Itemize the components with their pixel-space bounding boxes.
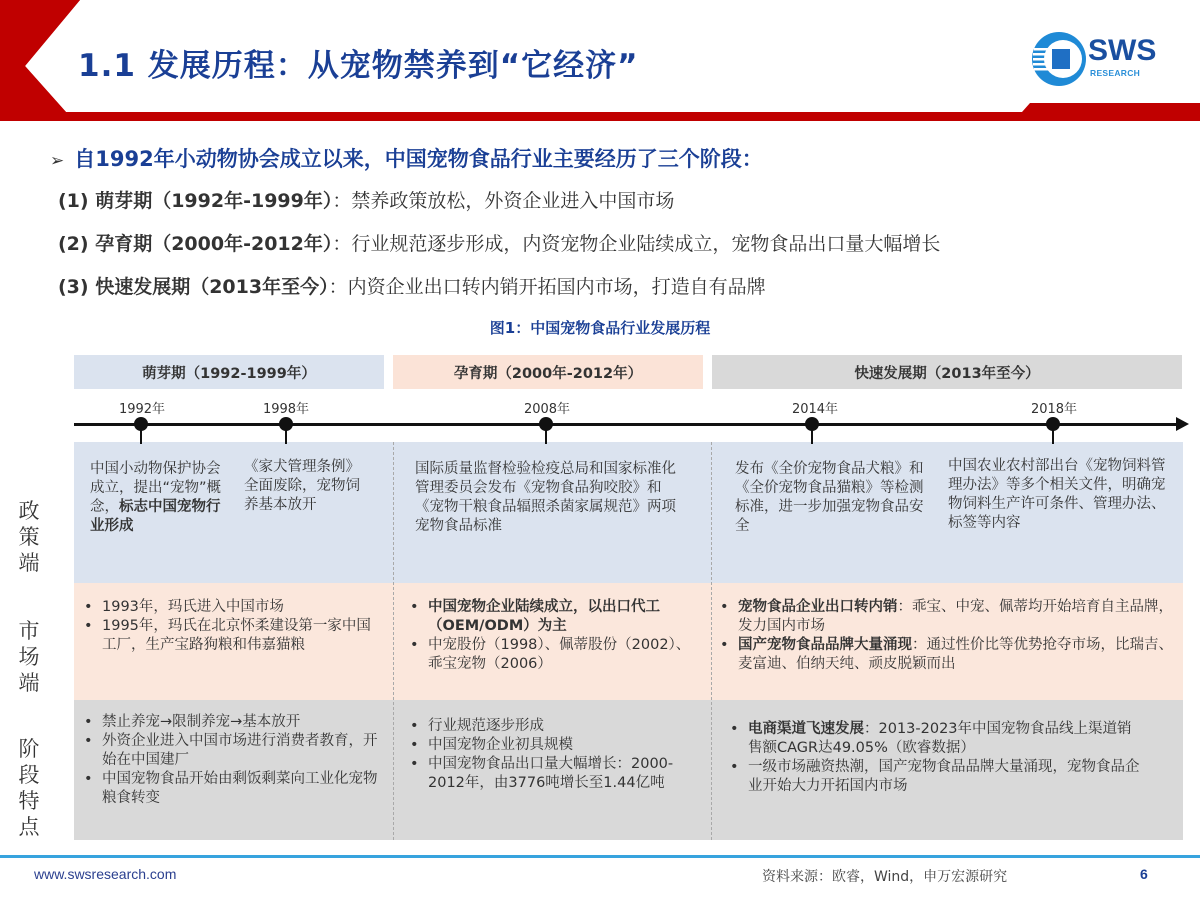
timeline-stem bbox=[1052, 428, 1054, 444]
stage-line-2 bbox=[58, 229, 940, 256]
stage-desc: ：行业规范逐步形成，内资宠物企业陆续成立，宠物食品出口量大幅增长 bbox=[332, 233, 941, 255]
footer-divider bbox=[0, 855, 1200, 858]
list-item: • 中国宠物食品出口量大幅增长：2000-2012年，由3776吨增长至1.44亿吨 bbox=[406, 755, 706, 793]
logo-wordmark: SWS bbox=[1088, 34, 1157, 67]
timeline-year: 2018年 bbox=[1030, 402, 1078, 417]
list-item bbox=[716, 598, 1176, 636]
policy-event-2018: 中国农业农村部出台《宠物饲料管理办法》等多个相关文件，明确宠物饲料生产许可条件、管理办法、标签等内容 bbox=[948, 458, 1166, 531]
row-label-policy: 政策端 bbox=[18, 499, 40, 575]
page-title: 1.1 发展历程：从宠物禁养到“它经济” bbox=[78, 48, 639, 84]
list-item: • 1993年，玛氏进入中国市场 bbox=[80, 598, 376, 617]
slide-header bbox=[0, 0, 1200, 122]
policy-event-2008: 国际质量监督检验检疫总局和国家标准化管理委员会发布《宠物食品狗咬胶》和《宠物干粮食品辐照杀菌家属规范》两项宠物食品标准 bbox=[415, 461, 676, 534]
list-item: • 中国宠物食品开始由剩饭剩菜向工业化宠物粮食转变 bbox=[80, 770, 380, 808]
stage-desc: ：禁养政策放松，外资企业进入中国市场 bbox=[332, 190, 675, 212]
timeline-axis bbox=[74, 423, 1182, 426]
stage-label: (3) 快速发展期（2013年至今） bbox=[58, 276, 329, 298]
lead-bullet bbox=[50, 143, 763, 173]
column-divider bbox=[711, 442, 712, 840]
timeline-stem bbox=[140, 428, 142, 444]
list-item-bold: 电商渠道飞速发展 bbox=[748, 721, 864, 737]
policy-event-2014: 发布《全价宠物食品犬粮》和《全价宠物食品猫粮》等检测标准，进一步加强宠物食品安全 bbox=[735, 461, 924, 534]
page-number: 6 bbox=[1140, 866, 1148, 882]
list-item bbox=[726, 758, 1146, 796]
policy-text: 中国小动物保护协会成立，提出“宠物”概念， bbox=[90, 461, 222, 515]
footer-source: 资料来源：欧睿，Wind，申万宏源研究 bbox=[762, 869, 1008, 885]
lead-text: 自1992年小动物协会成立以来，中国宠物食品行业主要经历了三个阶段： bbox=[74, 147, 763, 171]
market-list-rapid-growth bbox=[716, 598, 1176, 674]
list-item-text: 中宠股份（1998）、佩蒂股份（2002）、乖宝宠物（2006） bbox=[428, 637, 691, 672]
timeline-year: 2014年 bbox=[791, 402, 839, 417]
row-label-features: 阶段特点 bbox=[18, 737, 40, 839]
policy-event-1992 bbox=[90, 460, 222, 536]
timeline-year: 2008年 bbox=[523, 402, 571, 417]
policy-text-bold: 标志中国宠物行业形成 bbox=[90, 499, 221, 534]
list-item-bold: 国产宠物食品品牌大量涌现 bbox=[738, 637, 912, 653]
list-item bbox=[716, 636, 1176, 674]
list-item: • 中国宠物企业初具规模 bbox=[406, 736, 706, 755]
timeline-stem bbox=[811, 428, 813, 444]
stage-line-3 bbox=[58, 272, 766, 299]
sws-globe-icon bbox=[1030, 30, 1088, 88]
timeline-year: 1992年 bbox=[118, 402, 166, 417]
row-label-market: 市场端 bbox=[18, 619, 40, 695]
period-band-incubation: 孕育期（2000年-2012年） bbox=[393, 355, 703, 389]
figure-title: 图1：中国宠物食品行业发展历程 bbox=[489, 319, 711, 337]
list-item bbox=[406, 598, 696, 636]
features-list-rapid-growth bbox=[726, 720, 1146, 796]
period-band-rapid-growth: 快速发展期（2013年至今） bbox=[712, 355, 1182, 389]
period-band-sprout: 萌芽期（1992-1999年） bbox=[74, 355, 384, 389]
features-list-sprout bbox=[80, 713, 380, 808]
list-item: • 1995年，玛氏在北京怀柔建设第一家中国工厂，生产宝路狗粮和伟嘉猫粮 bbox=[80, 617, 376, 655]
logo-subtitle: RESEARCH bbox=[1090, 68, 1141, 78]
policy-event-1998: 《家犬管理条例》全面废除，宠物饲养基本放开 bbox=[244, 459, 360, 513]
list-item bbox=[406, 636, 696, 674]
features-list-incubation bbox=[406, 717, 706, 793]
list-item-text: ：通过性价比等优势抢夺市场，比瑞吉、麦富迪、伯纳天纯、顽皮脱颖而出 bbox=[738, 637, 1173, 672]
sws-logo bbox=[1030, 30, 1180, 90]
list-item-bold: 中国宠物企业陆续成立，以出口代工（OEM/ODM）为主 bbox=[428, 599, 660, 634]
stage-label: (1) 萌芽期（1992年-1999年） bbox=[58, 190, 333, 212]
timeline-arrow-icon bbox=[1176, 417, 1189, 431]
list-item-text: ：2013-2023年中国宠物食品线上渠道销售额CAGR达49.05%（欧睿数据） bbox=[748, 721, 1132, 756]
stage-desc: ：内资企业出口转内销开拓国内市场，打造自有品牌 bbox=[328, 276, 766, 298]
market-list-incubation bbox=[406, 598, 696, 674]
column-divider bbox=[393, 442, 394, 840]
timeline-stem bbox=[545, 428, 547, 444]
stage-line-1 bbox=[58, 186, 674, 213]
list-item-bold: 宠物食品企业出口转内销 bbox=[738, 599, 898, 615]
arrow-bullet-icon: ➢ bbox=[50, 151, 65, 171]
footer-website-link[interactable]: www.swsresearch.com bbox=[34, 866, 177, 882]
market-list-sprout bbox=[80, 598, 376, 655]
list-item-text: ：乖宝、中宠、佩蒂均开始培育自主品牌，发力国内市场 bbox=[738, 599, 1173, 634]
list-item: • 外资企业进入中国市场进行消费者教育，开始在中国建厂 bbox=[80, 732, 380, 770]
list-item: • 行业规范逐步形成 bbox=[406, 717, 706, 736]
stage-label: (2) 孕育期（2000年-2012年） bbox=[58, 233, 333, 255]
timeline-stem bbox=[285, 428, 287, 444]
list-item: • 禁止养宠→限制养宠→基本放开 bbox=[80, 713, 380, 732]
timeline-year: 1998年 bbox=[262, 402, 310, 417]
list-item bbox=[726, 720, 1146, 758]
list-item-text: 一级市场融资热潮，国产宠物食品品牌大量涌现，宠物食品企业开始大力开拓国内市场 bbox=[748, 759, 1140, 794]
